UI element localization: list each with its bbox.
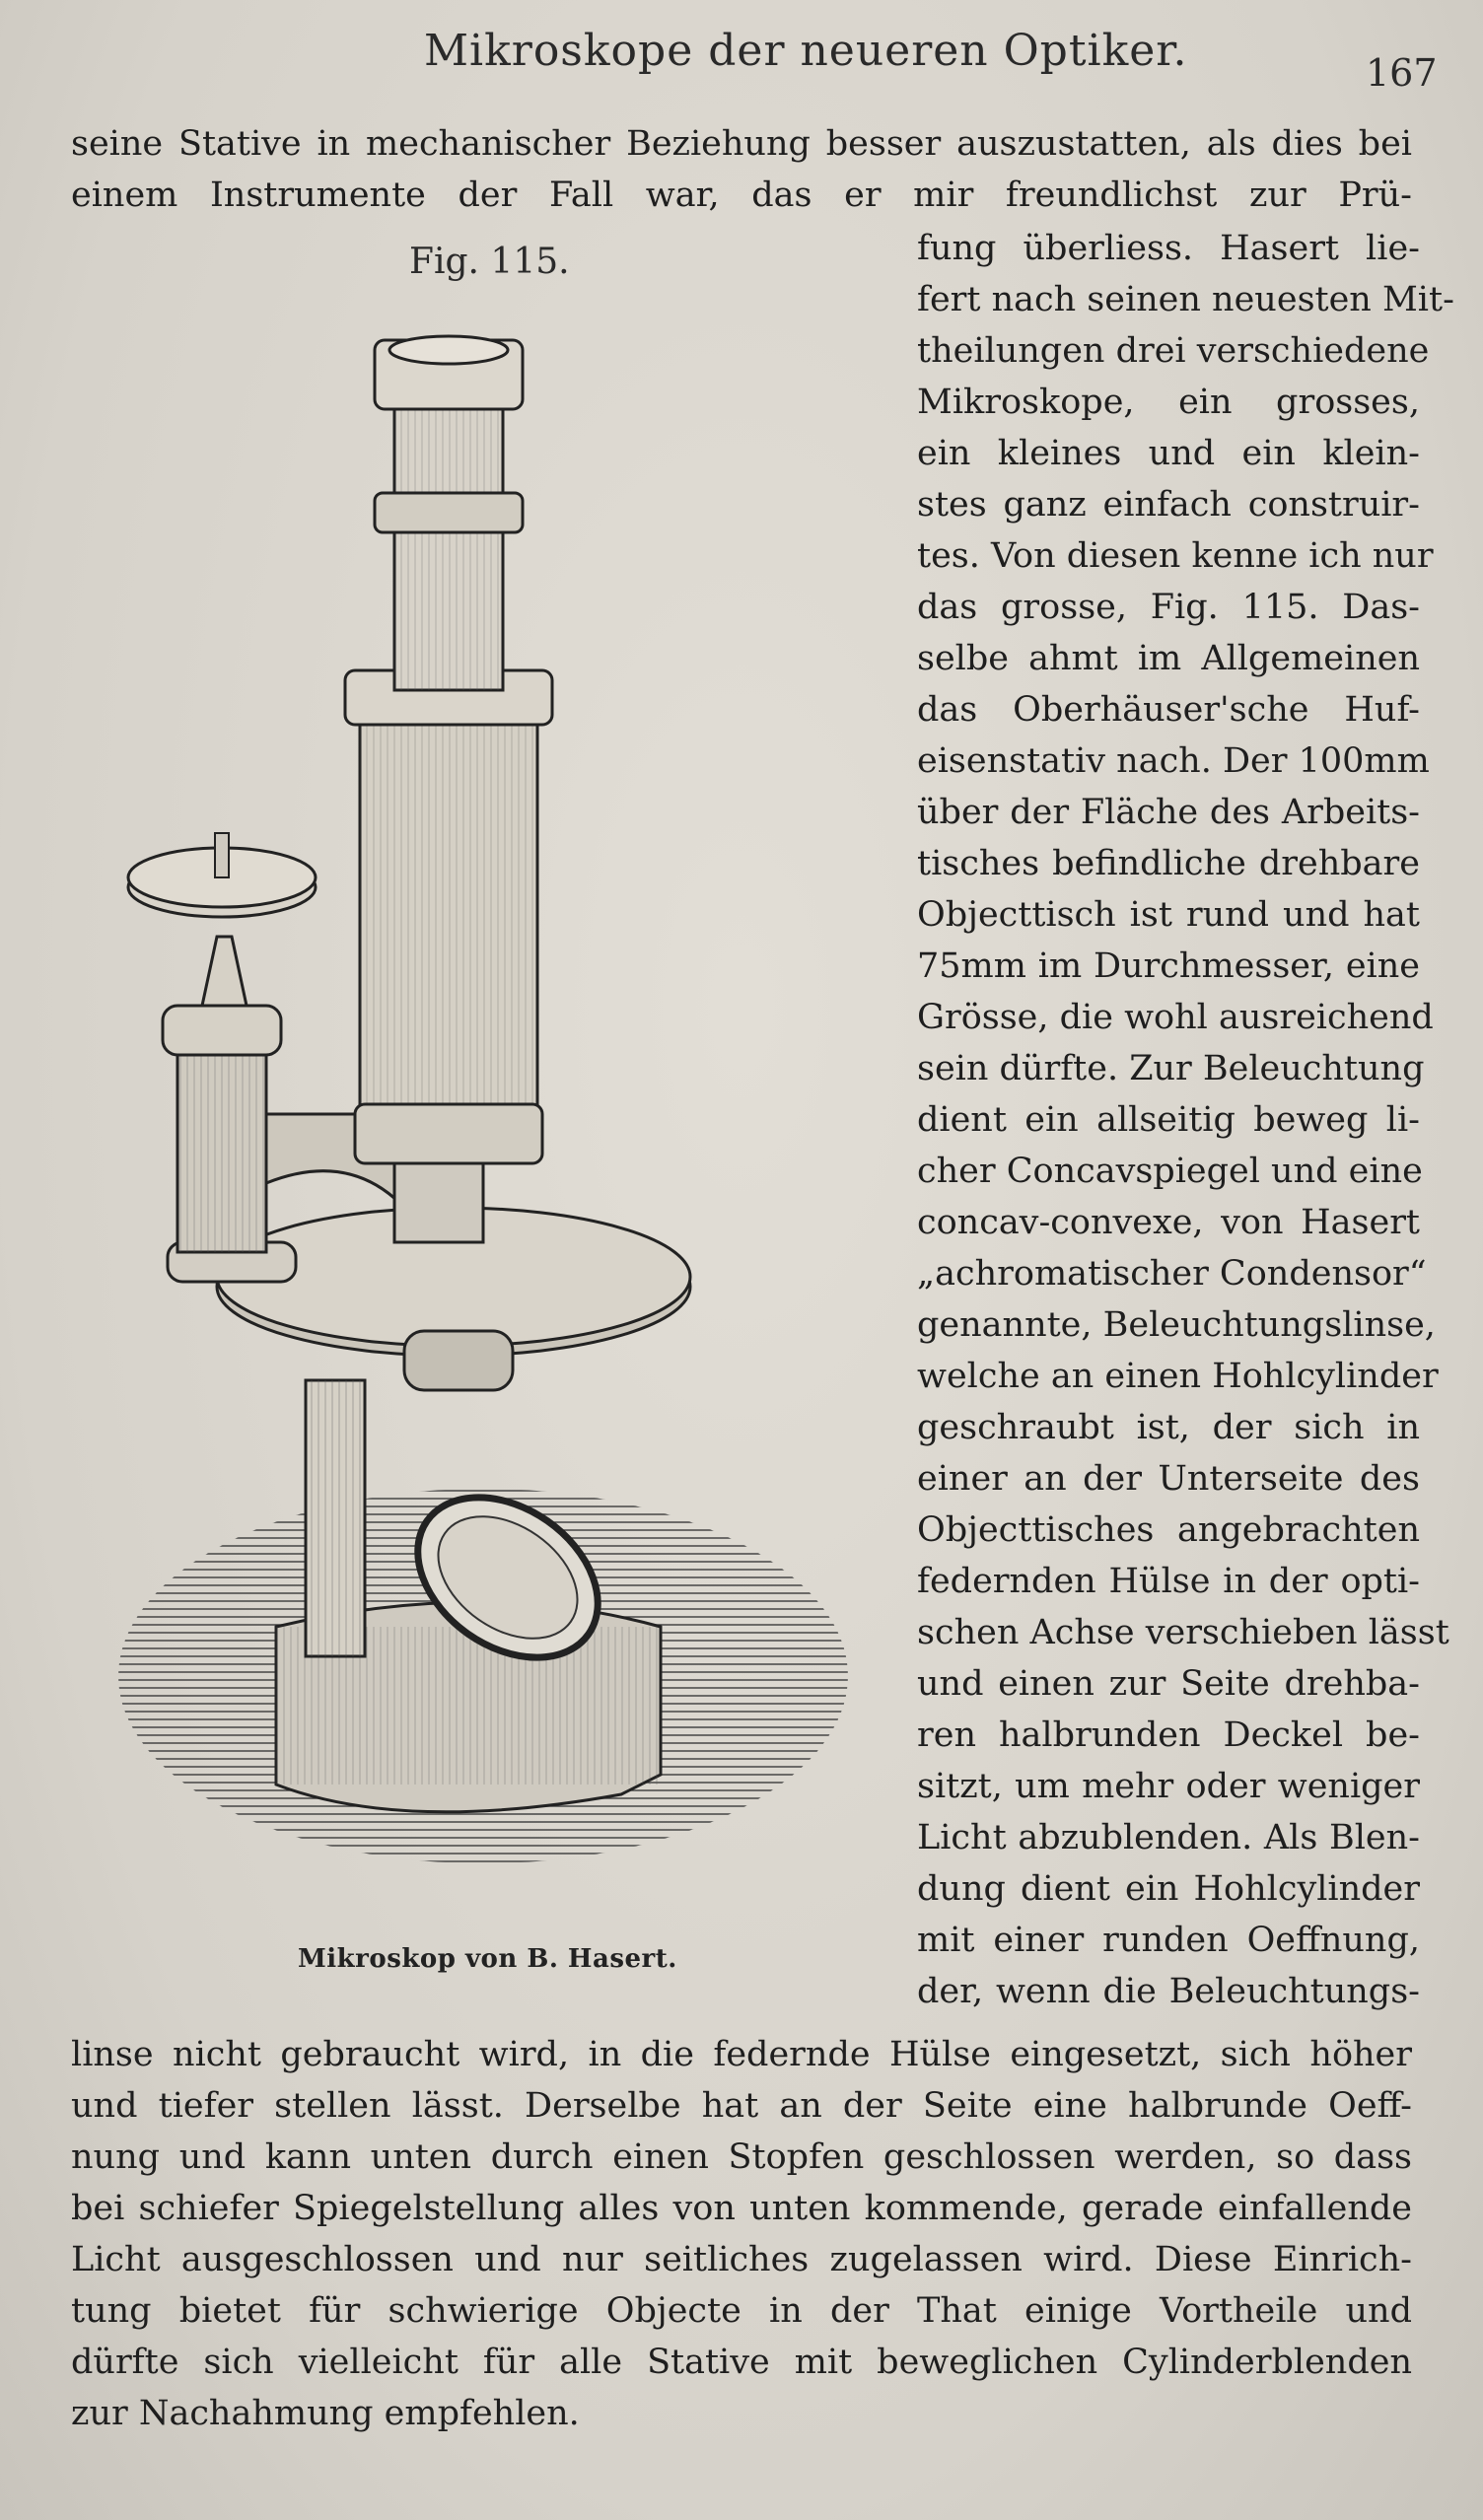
figure-label: Fig. 115.	[409, 242, 570, 282]
body-line: zur Nachahmung empfehlen.	[71, 2394, 580, 2433]
column-line: Licht abzublenden. Als Blen-	[917, 1818, 1420, 1857]
page-number: 167	[1366, 51, 1438, 95]
column-line: sitzt, um mehr oder weniger	[917, 1767, 1420, 1806]
column-line: tes. Von diesen kenne ich nur	[917, 536, 1434, 576]
column-line: Grösse, die wohl ausreichend	[917, 998, 1434, 1037]
column-line: geschraubt ist, der sich in	[917, 1408, 1420, 1447]
column-line: fung überliess. Hasert lie-	[917, 229, 1420, 268]
column-line: cher Concavspiegel und eine	[917, 1152, 1423, 1191]
running-title: Mikroskope der neueren Optiker.	[424, 26, 1188, 76]
column-line: dient ein allseitig beweg li-	[917, 1100, 1420, 1140]
column-line: schen Achse verschieben lässt	[917, 1613, 1449, 1652]
figure-caption: Mikroskop von B. Hasert.	[298, 1944, 677, 1974]
column-line: theilungen drei verschiedene	[917, 331, 1430, 371]
column-line: concav-convexe, von Hasert	[917, 1203, 1420, 1242]
column-line: das Oberhäuser'sche Huf-	[917, 690, 1420, 730]
body-line: seine Stative in mechanischer Beziehung besser auszustatten, als dies bei	[71, 124, 1412, 164]
column-line: mit einer runden Oeffnung,	[917, 1921, 1420, 1960]
body-line: einem Instrumente der Fall war, das er mir freundlichst zur Prü-	[71, 175, 1412, 215]
column-line: Mikroskope, ein grosses,	[917, 383, 1420, 422]
column-line: stes ganz einfach construir-	[917, 485, 1420, 525]
column-line: Objecttisches angebrachten	[917, 1510, 1420, 1550]
page-header	[0, 22, 1483, 95]
column-line: über der Fläche des Arbeits-	[917, 793, 1420, 832]
column-line: der, wenn die Beleuchtungs-	[917, 1972, 1420, 2011]
body-line: dürfte sich vielleicht für alle Stative mit beweglichen Cylinderblenden	[71, 2343, 1412, 2382]
condenser	[404, 1331, 513, 1390]
column-line: genannte, Beleuchtungslinse,	[917, 1305, 1436, 1345]
microscope-illustration	[108, 296, 878, 1873]
column-line: und einen zur Seite drehba-	[917, 1664, 1420, 1704]
body-line: bei schiefer Spiegelstellung alles von unten kommende, gerade einfallende	[71, 2189, 1412, 2228]
body-line: tung bietet für schwierige Objecte in der That einige Vortheile und	[71, 2291, 1412, 2331]
objective	[394, 1163, 483, 1242]
body-line: und tiefer stellen lässt. Derselbe hat an der Seite eine halbrunde Oeff-	[71, 2086, 1412, 2126]
column-line: sein dürfte. Zur Beleuchtung	[917, 1049, 1425, 1088]
body-line: linse nicht gebraucht wird, in die federnde Hülse eingesetzt, sich höher	[71, 2035, 1412, 2074]
column-line: dung dient ein Hohlcylinder	[917, 1869, 1420, 1909]
column-line: selbe ahmt im Allgemeinen	[917, 639, 1420, 678]
column-line: Objecttisch ist rund und hat	[917, 895, 1420, 935]
column-line: eisenstativ nach. Der 100mm	[917, 741, 1430, 781]
column-line: tisches befindliche drehbare	[917, 844, 1420, 883]
column-line: ren halbrunden Deckel be-	[917, 1715, 1420, 1755]
column-line: federnden Hülse in der opti-	[917, 1562, 1420, 1601]
body-line: nung und kann unten durch einen Stopfen geschlossen werden, so dass	[71, 2137, 1412, 2177]
column-line: ein kleines und ein klein-	[917, 434, 1420, 473]
column-line: das grosse, Fig. 115. Das-	[917, 588, 1420, 627]
column-line: welche an einen Hohlcylinder	[917, 1357, 1439, 1396]
column-line: einer an der Unterseite des	[917, 1459, 1420, 1499]
body-line: Licht ausgeschlossen und nur seitliches zugelassen wird. Diese Einrich-	[71, 2240, 1412, 2279]
column-line: 75mm im Durchmesser, eine	[917, 946, 1420, 986]
column-line: „achromatischer Condensor“	[917, 1254, 1427, 1294]
column-line: fert nach seinen neuesten Mit-	[917, 280, 1454, 319]
